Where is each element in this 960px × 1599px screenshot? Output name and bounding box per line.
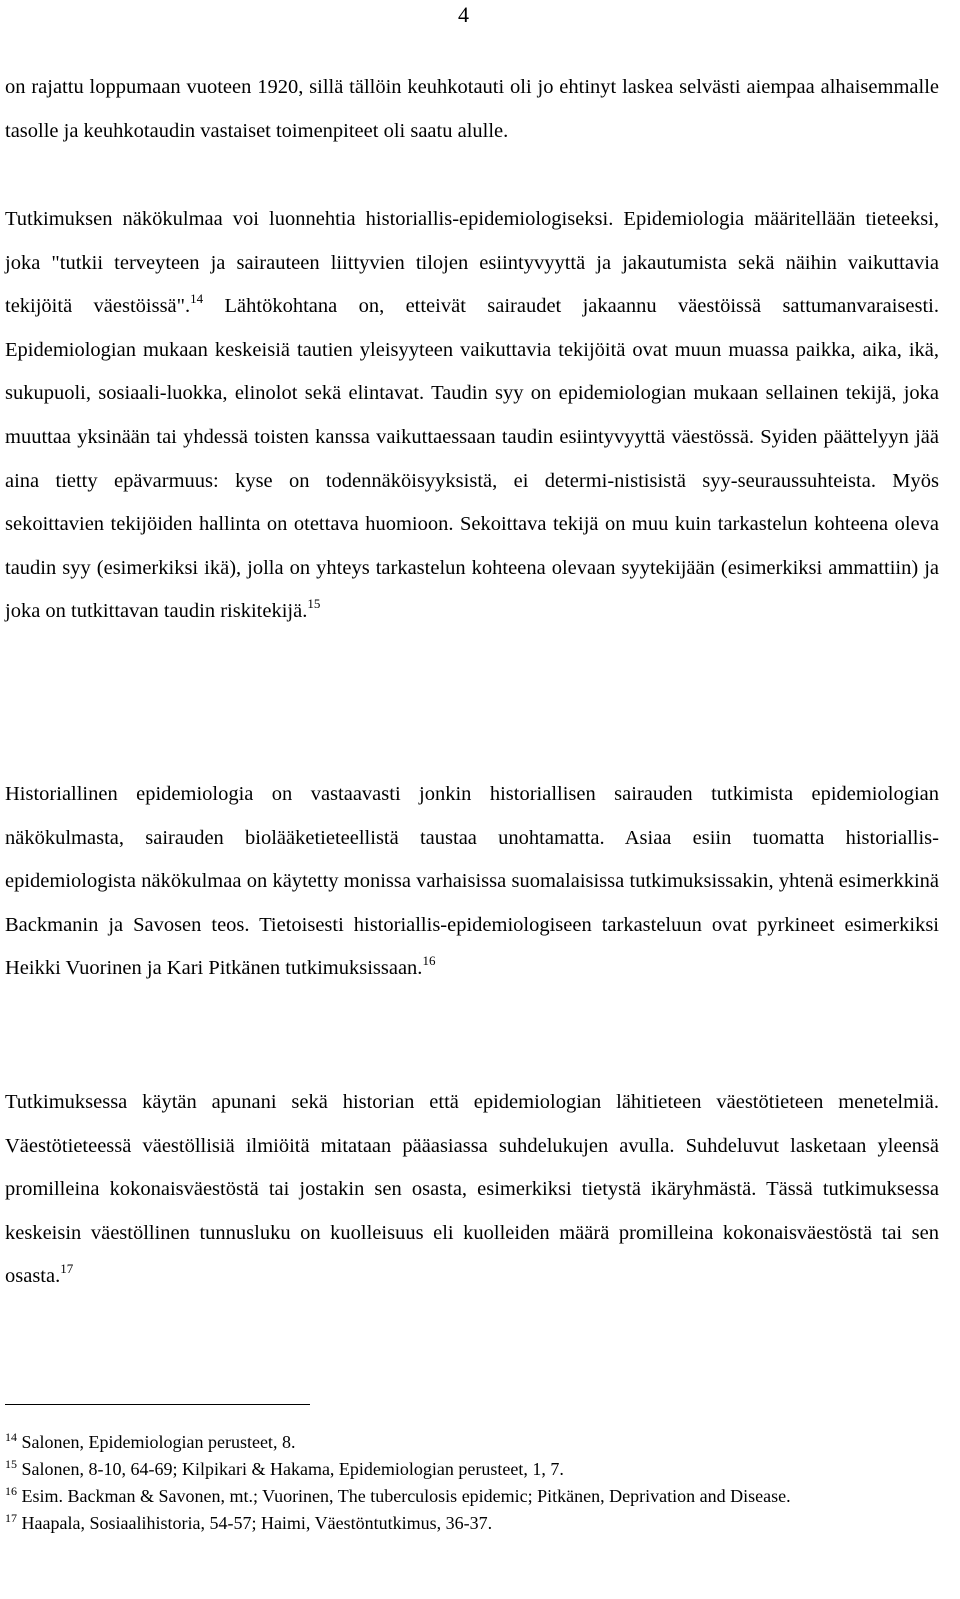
footnote-divider: [5, 1404, 310, 1405]
footnote: [5, 1510, 925, 1537]
footnote-reference[interactable]: 14: [190, 291, 204, 307]
footnote-reference[interactable]: 16: [422, 953, 436, 969]
footnote-text: Esim. Backman & Savonen, mt.; Vuorinen, The tuberculosis epidemic; Pitkänen, Deprivation and Disease.: [17, 1486, 791, 1506]
paragraph-text: Historiallinen epidemiologia on vastaavasti jonkin historiallisen sairauden tutkimista epidemiologian näkökulmasta, sairauden biolääketieteellistä taustaa unohtamatta. Asiaa esiin tuomatta historiallis-epidemiologista näkökulmaa on käytetty monissa varhaisissa suomalaisissa tutkimuksissakin, yhtenä esimerkkinä Backmanin ja Savosen teos. Tietoisesti historiallis-epidemiologiseen tarkasteluun ovat pyrkineet esimerkiksi Heikki Vuorinen ja Kari Pitkänen tutkimuksissaan.: [5, 783, 939, 980]
paragraph-text: Tutkimuksessa käytän apunani sekä historian että epidemiologian lähitieteen väestötieteen menetelmiä. Väestötieteessä väestöllisiä ilmiöitä mitataan pääasiassa suhdelukujen avulla. Suhdeluvut lasketaan yleensä promilleina kokonaisväestöstä tai jostakin sen osasta, esimerkiksi tietystä ikäryhmästä. Tässä tutkimuksessa keskeisin väestöllinen tunnusluku on kuolleisuus eli kuolleiden määrä promilleina kokonaisväestöstä tai sen osasta.: [5, 1091, 939, 1288]
page-number: 4: [458, 2, 469, 27]
footnote-number: 14: [5, 1430, 17, 1444]
footnote-number: 17: [5, 1511, 17, 1525]
footnote-text: Salonen, Epidemiologian perusteet, 8.: [17, 1432, 296, 1452]
body-paragraph: [5, 773, 939, 991]
footnote-reference[interactable]: 15: [307, 596, 321, 612]
footnotes-section: [5, 1429, 925, 1537]
footnote-text: Haapala, Sosiaalihistoria, 54-57; Haimi, Väestöntutkimus, 36-37.: [17, 1513, 493, 1533]
footnote-text: Salonen, 8-10, 64-69; Kilpikari & Hakama, Epidemiologian perusteet, 1, 7.: [17, 1459, 564, 1479]
footnote-reference[interactable]: 17: [60, 1261, 74, 1277]
paragraph-text: Tutkimuksen näkökulmaa voi luonnehtia historiallis-epidemiologiseksi. Epidemiologia määritellään tieteeksi, joka "tutkii terveyteen ja sairauteen liittyvien tilojen esiintyvyyttä ja jakautumista sekä näihin vaikuttavia tekijöitä väestöissä".: [5, 208, 939, 318]
body-paragraph: [5, 66, 939, 153]
footnote: [5, 1483, 925, 1510]
footnote: [5, 1429, 925, 1456]
body-paragraph: [5, 198, 939, 634]
body-paragraph: [5, 1081, 939, 1299]
paragraph-text: on rajattu loppumaan vuoteen 1920, sillä tällöin keuhkotauti oli jo ehtinyt laskea selvästi aiempaa alhaisemmalle tasolle ja keuhkotaudin vastaiset toimenpiteet oli saatu alulle.: [5, 76, 939, 142]
footnote: [5, 1456, 925, 1483]
footnote-number: 15: [5, 1457, 17, 1471]
footnote-number: 16: [5, 1484, 17, 1498]
paragraph-text: Lähtökohtana on, etteivät sairaudet jakaannu väestöissä sattumanvaraisesti. Epidemiologian mukaan keskeisiä tautien yleisyyteen vaikuttavia tekijöitä ovat muun muassa paikka, aika, ikä, sukupuoli, sosiaali-luokka, elinolot sekä elintavat. Taudin syy on epidemiologian mukaan sellainen tekijä, joka muuttaa yksinään tai yhdessä toisten kanssa vaikuttaessaan taudin esiintyvyyttä väestössä. Syiden päättelyyn jää aina tietty epävarmuus: kyse on todennäköisyyksistä, ei determi-nistisistä syy-seuraussuhteista. Myös sekoittavien tekijöiden hallinta on otettava huomioon. Sekoittava tekijä on muu kuin tarkastelun kohteena oleva taudin syy (esimerkiksi ikä), jolla on yhteys tarkastelun kohteena olevaan syytekijään (esimerkiksi ammattiin) ja joka on tutkittavan taudin riskitekijä.: [5, 295, 939, 623]
